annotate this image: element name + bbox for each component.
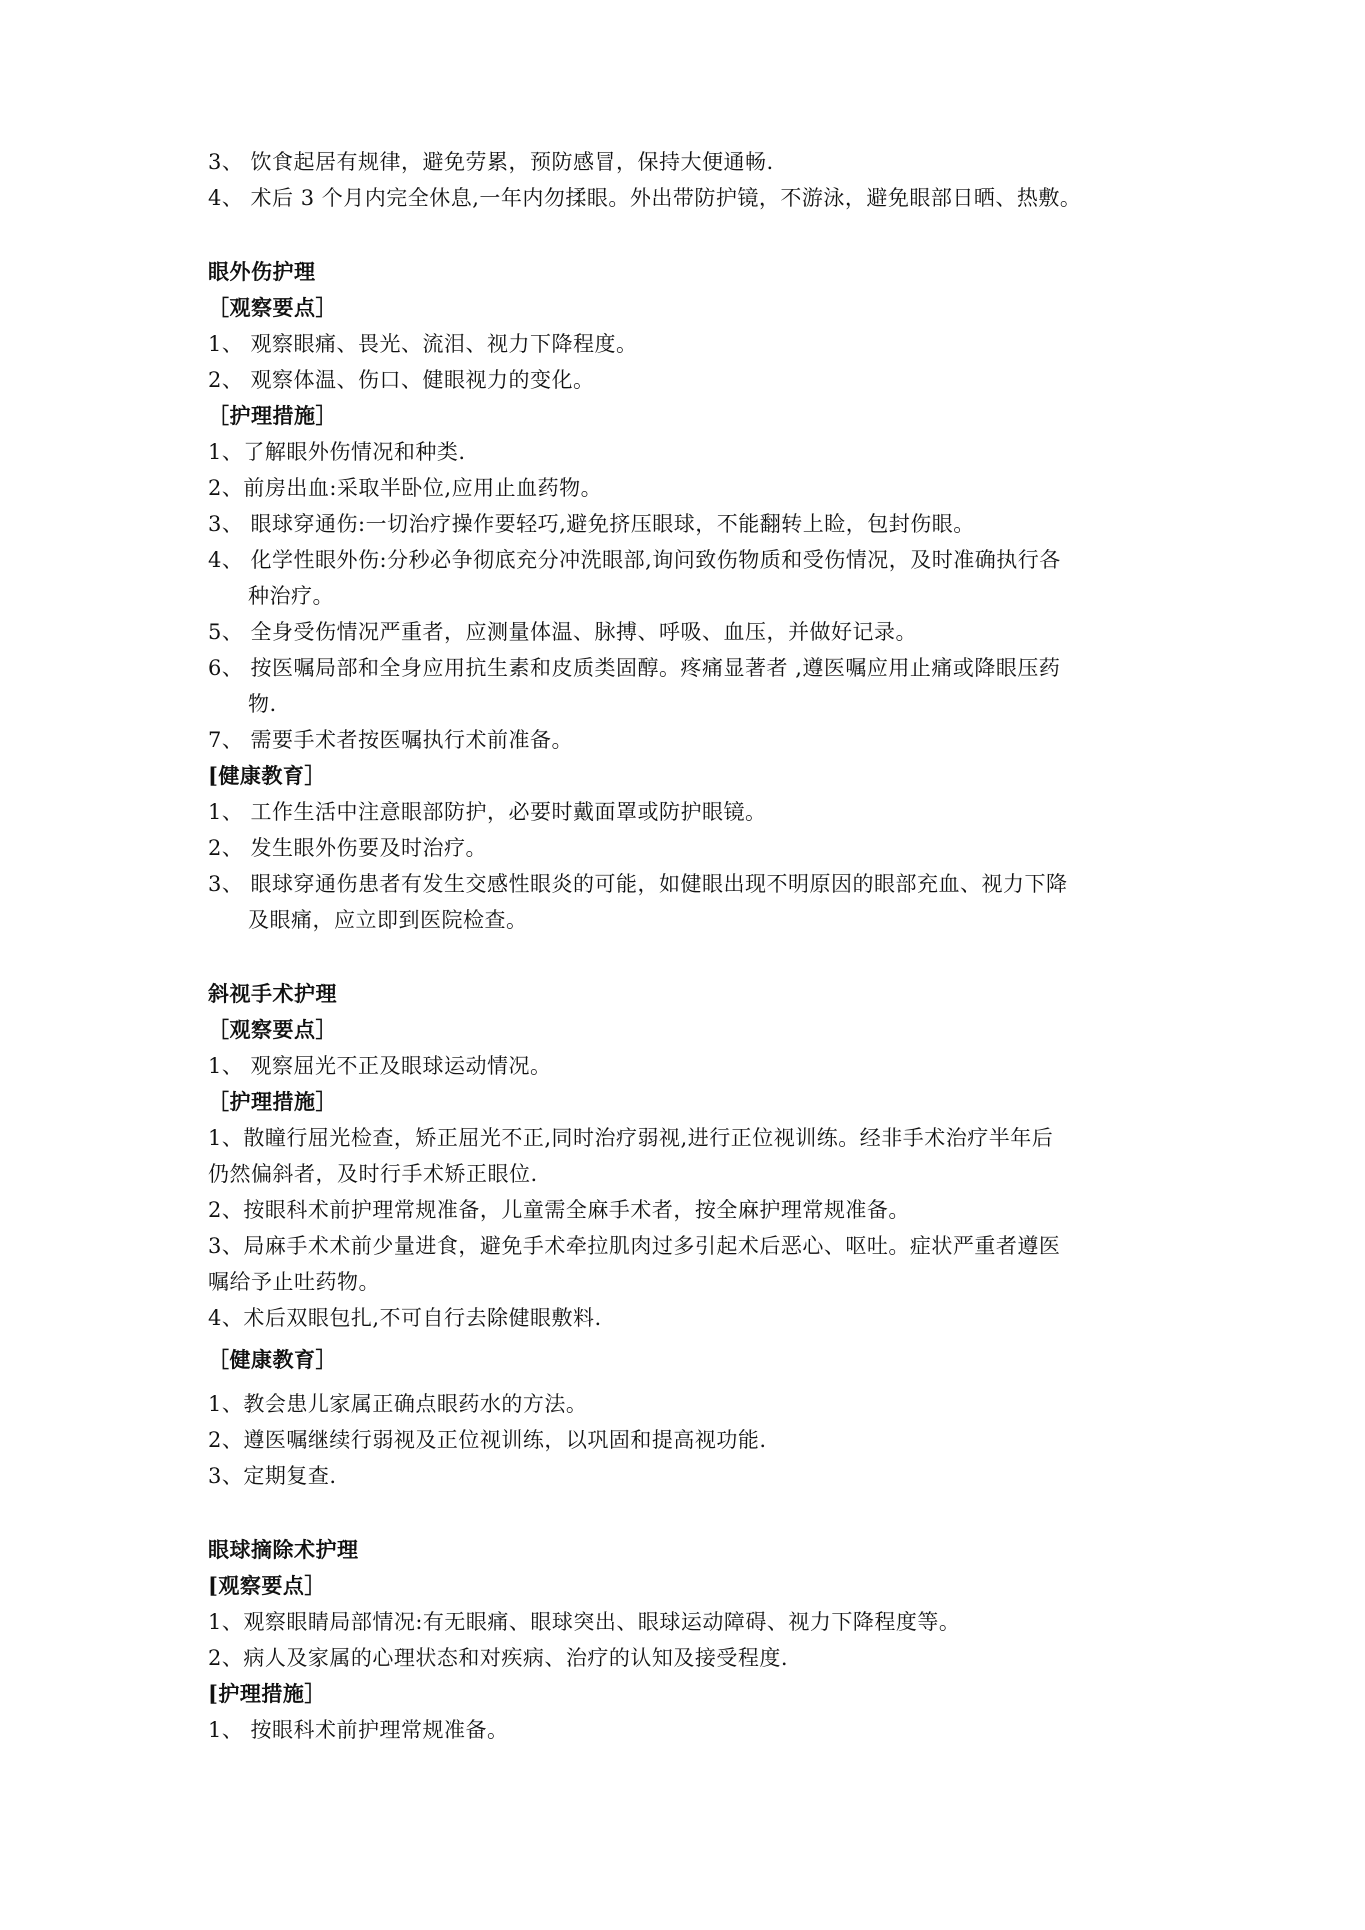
text-line: 种治疗。 (248, 584, 334, 608)
text-line: 2、遵医嘱继续行弱视及正位视训练，以巩固和提高视功能. (208, 1428, 767, 1452)
section-heading: 斜视手术护理 (208, 981, 337, 1006)
subsection-heading: ［护理措施］ (208, 403, 337, 428)
text-line: 6、 按医嘱局部和全身应用抗生素和皮质类固醇。疼痛显著者 ,遵医嘱应用止痛或降眼压药 (208, 656, 1061, 680)
text-line: 1、 观察眼痛、畏光、流泪、视力下降程度。 (208, 332, 638, 356)
section-heading: 眼球摘除术护理 (208, 1537, 359, 1562)
text-line: 1、散瞳行屈光检查，矫正屈光不正,同时治疗弱视,进行正位视训练。经非手术治疗半年后 (208, 1126, 1054, 1150)
subsection-heading: [护理措施］ (208, 1681, 326, 1706)
text-line: 3、定期复查. (208, 1464, 337, 1488)
text-line: 1、 工作生活中注意眼部防护，必要时戴面罩或防护眼镜。 (208, 800, 767, 824)
subsection-heading: ［观察要点］ (208, 1017, 337, 1042)
text-line: 2、 观察体温、伤口、健眼视力的变化。 (208, 368, 595, 392)
section-heading: 眼外伤护理 (208, 259, 316, 284)
text-line: 及眼痛，应立即到医院检查。 (248, 908, 528, 932)
text-line: 仍然偏斜者，及时行手术矫正眼位. (208, 1162, 538, 1186)
subsection-heading: ［观察要点］ (208, 295, 337, 320)
text-line: 嘱给予止吐药物。 (208, 1270, 380, 1294)
text-line: 2、 发生眼外伤要及时治疗。 (208, 836, 488, 860)
subsection-heading: ［健康教育］ (208, 1347, 337, 1372)
text-line: 1、观察眼睛局部情况:有无眼痛、眼球突出、眼球运动障碍、视力下降程度等。 (208, 1610, 961, 1634)
text-line: 3、 眼球穿通伤:一切治疗操作要轻巧,避免挤压眼球，不能翻转上睑，包封伤眼。 (208, 512, 975, 536)
text-line: 4、术后双眼包扎,不可自行去除健眼敷料. (208, 1306, 602, 1330)
text-line: 3、 眼球穿通伤患者有发生交感性眼炎的可能，如健眼出现不明原因的眼部充血、视力下降 (208, 872, 1068, 896)
text-line: 4、 化学性眼外伤:分秒必争彻底充分冲洗眼部,询问致伤物质和受伤情况，及时准确执行各 (208, 548, 1061, 572)
text-line: 1、 观察屈光不正及眼球运动情况。 (208, 1054, 552, 1078)
text-line: 1、了解眼外伤情况和种类. (208, 440, 466, 464)
text-line: 物. (248, 692, 277, 716)
text-line: 5、 全身受伤情况严重者，应测量体温、脉搏、呼吸、血压，并做好记录。 (208, 620, 918, 644)
subsection-heading: ［护理措施］ (208, 1089, 337, 1114)
text-line: 4、 术后 3 个月内完全休息,一年内勿揉眼。外出带防护镜，不游泳，避免眼部日晒、热敷。 (208, 186, 1082, 210)
text-line: 3、局麻手术术前少量进食，避免手术牵拉肌肉过多引起术后恶心、呕吐。症状严重者遵医 (208, 1234, 1061, 1258)
subsection-heading: [健康教育］ (208, 763, 326, 788)
text-line: 1、 按眼科术前护理常规准备。 (208, 1718, 509, 1742)
text-line: 3、 饮食起居有规律，避免劳累，预防感冒，保持大便通畅. (208, 150, 774, 174)
text-line: 2、前房出血:采取半卧位,应用止血药物。 (208, 476, 603, 500)
text-line: 2、按眼科术前护理常规准备，儿童需全麻手术者，按全麻护理常规准备。 (208, 1198, 910, 1222)
text-line: 7、 需要手术者按医嘱执行术前准备。 (208, 728, 574, 752)
text-line: 1、教会患儿家属正确点眼药水的方法。 (208, 1392, 588, 1416)
text-line: 2、病人及家属的心理状态和对疾病、治疗的认知及接受程度. (208, 1646, 789, 1670)
subsection-heading: [观察要点］ (208, 1573, 326, 1598)
